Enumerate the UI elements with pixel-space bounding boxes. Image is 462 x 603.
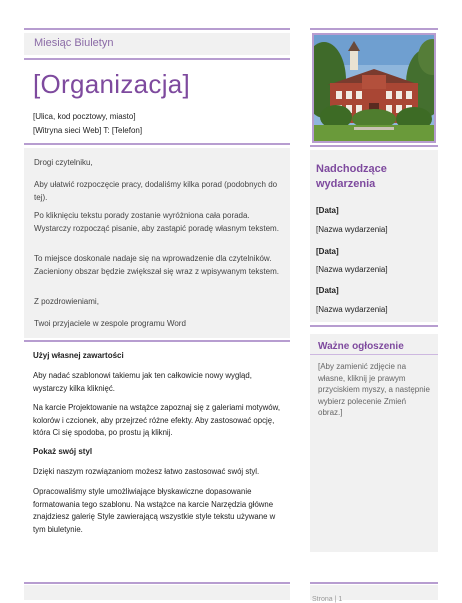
intro-signature[interactable]: Twoi przyjaciele w zespole programu Word [34,319,186,328]
intro-closing[interactable]: Z pozdrowieniami, [34,297,99,306]
events-title-line-2: wydarzenia [316,178,376,190]
month-rule [24,58,290,60]
month-band [24,33,290,55]
web-phone-line[interactable]: [Witryna sieci Web] T: [Telefon] [33,126,143,135]
event-name[interactable]: [Nazwa wydarzenia] [316,305,388,314]
body-paragraph-3[interactable]: Dzięki naszym rozwiązaniom możesz łatwo zastosować swój styl. [33,467,260,476]
notice-title[interactable]: Ważne ogłoszenie [318,341,404,352]
body-heading-1[interactable]: Użyj własnej zawartości [33,351,124,360]
footer-rule-right [310,582,438,584]
organization-name[interactable]: [Organizacja] [33,69,191,99]
important-notice-box[interactable] [310,334,438,552]
event-date[interactable]: [Data] [316,286,339,295]
footer-band-left [24,585,290,600]
body-paragraph-2[interactable]: Na karcie Projektowanie na wstążce zapoznaj się z galeriami motywów, kolorów i czcionek, aby przejrzeć różne efekty. Aby zastosować opcję, która Ci się spodoba, po prostu ją kliknij. [33,403,281,437]
intro-letter-box[interactable] [24,148,290,338]
newsletter-month[interactable]: Miesiąc Biuletyn [34,37,114,49]
intro-paragraph-2[interactable]: Po kliknięciu tekstu porady zostanie wyróżniona cała porada. Wystarczy rozpocząć pisanie, aby zastąpić poradę własnym tekstem. [34,211,279,233]
address-line[interactable]: [Ulica, kod pocztowy, miasto] [33,112,136,121]
body-paragraph-1[interactable]: Aby nadać szablonowi takiemu jak ten całkowicie nowy wygląd, wystarczy kilka kliknięć. [33,371,252,393]
body-paragraph-4[interactable]: Opracowaliśmy style umożliwiające błyskawiczne dopasowanie formatowania tego szablonu. Na wstążce na karcie Narzędzia główne znajdziesz galerię Style zawierającą wszystkie style tekstu używane w tym biuletynie. [33,487,276,534]
school-building-image [314,35,434,141]
notice-text[interactable]: [Aby zamienić zdjęcie na własne, kliknij je prawym przyciskiem myszy, a następnie wybierz polecenie Zmień obraz.] [318,362,430,417]
intro-greeting[interactable]: Drogi czytelniku, [34,158,93,167]
school-photo[interactable] [312,33,436,143]
event-name[interactable]: [Nazwa wydarzenia] [316,265,388,274]
address-rule [24,143,290,145]
intro-rule [24,340,290,342]
intro-paragraph-1[interactable]: Aby ułatwić rozpoczęcie pracy, dodaliśmy kilka porad (podobnych do tej). [34,180,278,202]
event-date[interactable]: [Data] [316,247,339,256]
photo-rule [310,145,438,147]
events-title-line-1: Nadchodzące [316,163,387,175]
page-number: Strona | 1 [312,596,343,603]
footer-rule-left [24,582,290,584]
body-heading-2[interactable]: Pokaż swój styl [33,447,93,456]
upcoming-events-box[interactable] [310,150,438,322]
events-title[interactable] [316,162,387,192]
intro-paragraph-3[interactable]: To miejsce doskonale nadaje się na wprowadzenie dla czytelników. Zacieniony obszar będzie zwiększał się wraz z wpisywanym tekstem. [34,254,279,276]
top-rule-left [24,28,290,30]
events-rule [310,325,438,327]
top-rule-right [310,28,438,30]
notice-rule [310,354,438,355]
event-date[interactable]: [Data] [316,206,339,215]
event-name[interactable]: [Nazwa wydarzenia] [316,225,388,234]
